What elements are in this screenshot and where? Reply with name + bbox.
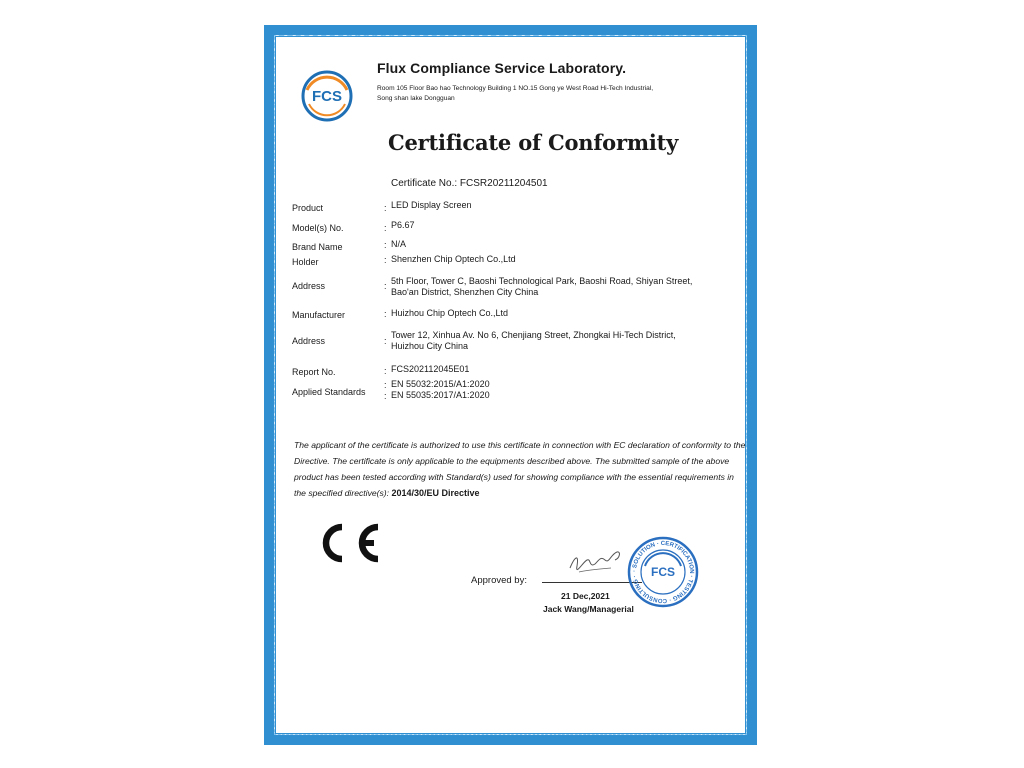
model-value: P6.67 (391, 220, 415, 230)
standard-2: EN 55035:2017/A1:2020 (391, 390, 490, 400)
seal-ring-text: · SOLUTION · CERTIFICATION · TESTING · CONSULTING · (631, 540, 695, 604)
statement-text: The applicant of the certificate is authorized to use this certificate in connection with EC declaration of conformity to the Directive. The certificate is only applicable to the equipments described above. The submitted sample of the above product has been tested according with Standard(s) used for showing compliance with the essential requirements in the specified directive(s): (294, 440, 746, 498)
certificate-number: Certificate No.: FCSR20211204501 (391, 178, 548, 189)
manufacturer-address-value (391, 330, 676, 352)
manufacturer-value: Huizhou Chip Optech Co.,Ltd (391, 308, 509, 318)
manufacturer-label: Manufacturer (292, 310, 346, 320)
fcs-logo-icon (299, 68, 355, 124)
brand-value: N/A (391, 239, 407, 249)
report-colon: : (384, 366, 387, 376)
holder-address-label: Address (292, 281, 326, 291)
holder-label: Holder (292, 257, 319, 267)
fcs-certification-seal-icon (627, 536, 699, 608)
seal-center-text: FCS (651, 565, 675, 579)
ce-mark-icon (312, 520, 382, 566)
handwritten-signature-icon (565, 546, 625, 580)
approved-by-label: Approved by: (471, 575, 527, 586)
holder-address-line-1: 5th Floor, Tower C, Baoshi Technological Park, Baoshi Road, Shiyan Street, (391, 276, 693, 286)
logo-text: FCS (312, 88, 342, 105)
manufacturer-colon: : (384, 309, 387, 319)
model-colon: : (384, 223, 387, 233)
manufacturer-address-colon: : (384, 336, 387, 346)
manufacturer-address-line-1: Tower 12, Xinhua Av. No 6, Chenjiang Street, Zhongkai Hi-Tech District, (391, 330, 676, 340)
product-label: Product (292, 203, 324, 213)
lab-name: Flux Compliance Service Laboratory. (377, 60, 627, 76)
lab-address-line-2: Song shan lake Dongguan (377, 95, 455, 102)
holder-colon: : (384, 255, 387, 265)
brand-label: Brand Name (292, 242, 343, 252)
standards-value (391, 379, 490, 401)
manufacturer-address-label: Address (292, 336, 326, 346)
holder-value: Shenzhen Chip Optech Co.,Ltd (391, 254, 516, 264)
standards-colon-2: : (384, 391, 387, 401)
model-label: Model(s) No. (292, 223, 344, 233)
product-colon: : (384, 203, 387, 213)
report-label: Report No. (292, 367, 336, 377)
lab-address-line-1: Room 105 Floor Bao hao Technology Building 1 NO.15 Gong ye West Road Hi-Tech Industrial, (377, 85, 654, 92)
lab-address (377, 84, 737, 104)
product-value: LED Display Screen (391, 200, 472, 210)
directive-name: 2014/30/EU Directive (391, 488, 480, 498)
report-value: FCS202112045E01 (391, 364, 470, 374)
certificate-title: Certificate of Conformity (388, 130, 679, 155)
holder-address-line-2: Bao'an District, Shenzhen City China (391, 287, 539, 297)
holder-address-value (391, 276, 692, 298)
manufacturer-address-line-2: Huizhou City China (391, 341, 469, 351)
standards-colon-1: : (384, 380, 387, 390)
signer-name: Jack Wang/Managerial (543, 604, 634, 614)
holder-address-colon: : (384, 281, 387, 291)
standard-1: EN 55032:2015/A1:2020 (391, 379, 490, 389)
standards-label: Applied Standards (292, 387, 366, 397)
brand-colon: : (384, 240, 387, 250)
approval-date: 21 Dec,2021 (561, 591, 610, 601)
conformity-statement (294, 437, 746, 501)
